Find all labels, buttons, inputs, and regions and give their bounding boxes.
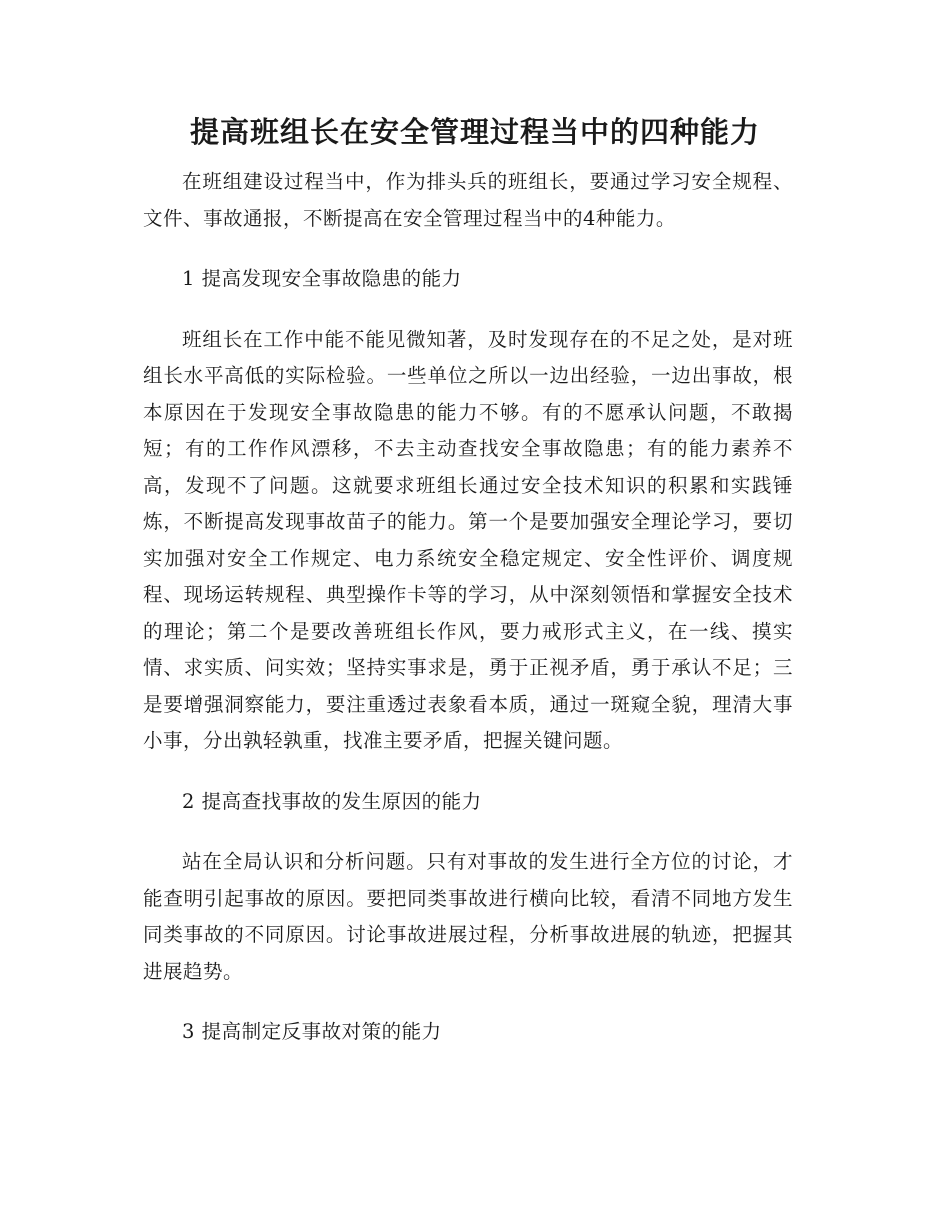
document-title: 提高班组长在安全管理过程当中的四种能力 [189,115,760,149]
spacer [143,760,793,784]
document-body [143,164,793,1051]
intro-paragraph: 在班组建设过程当中，作为排头兵的班组长，要通过学习安全规程、文件、事故通报，不断提高在安全管理过程当中的4种能力。 [143,170,793,230]
spacer [143,237,793,261]
section-1-heading: 1 提高发现安全事故隐患的能力 [182,267,462,290]
section-2-heading: 2 提高查找事故的发生原因的能力 [182,789,482,813]
section-1-body: 班组长在工作中能不能见微知著，及时发现存在的不足之处，是对班组长水平高低的实际检验。一些单位之所以一边出经验，一边出事故，根本原因在于发现安全事故隐患的能力不够。有的不愿承认问题，不敢揭短；有的工作作风漂移，不去主动查找安全事故隐患；有的能力素养不高，发现不了问题。这就要求班组长通过安全技术知识的积累和实践锤炼，不断提高发现事故苗子的能力。第一个是要加强安全理论学习，要切实加强对安全工作规定、电力系统安全稳定规定、安全性评价、调度规程、现场运转规程、典型操作卡等的学习，从中深刻领悟和掌握安全技术的理论；第二个是要改善班组长作风，要力戒形式主义，在一线、摸实情、求实质、问实效；坚持实事求是，勇于正视矛盾，勇于承认不足；三是要增强洞察能力，要注重透过表象看本质，通过一斑窥全貌，理清大事小事，分出孰轻孰重，找准主要矛盾，把握关键问题。 [143,327,793,752]
section-2-body: 站在全局认识和分析问题。只有对事故的发生进行全方位的讨论，才能查明引起事故的原因。要把同类事故进行横向比较，看清不同地方发生同类事故的不同原因。讨论事故进展过程，分析事故进展的轨迹，把握其进展趋势。 [143,850,793,983]
spacer [143,298,793,322]
spacer [143,990,793,1014]
spacer [143,820,793,844]
section-3-heading: 3 提高制定反事故对策的能力 [182,1020,442,1043]
